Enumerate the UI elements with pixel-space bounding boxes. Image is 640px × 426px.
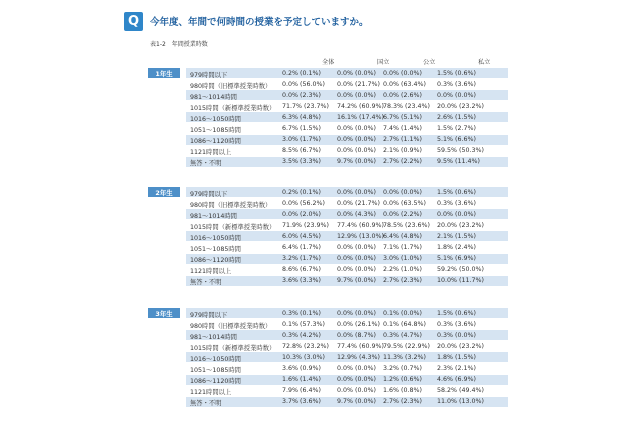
row-category: 980時間（旧標準授業時数） <box>190 322 272 330</box>
cell-value: 6.7% (5.1%) <box>383 113 422 121</box>
table-row <box>186 231 508 242</box>
cell-value: 78.5% (23.6%) <box>383 221 430 229</box>
column-header-all: 全体 <box>322 59 335 66</box>
cell-value: 20.0% (23.2%) <box>437 102 484 110</box>
table-row <box>186 198 508 209</box>
cell-value: 10.3% (3.0%) <box>282 353 325 361</box>
table-row <box>186 375 508 386</box>
table-row <box>186 308 508 319</box>
cell-value: 0.0% (0.0%) <box>337 125 376 132</box>
cell-value: 0.0% (0.0%) <box>337 365 376 372</box>
row-category: 981～1014時間 <box>190 333 237 341</box>
column-header-national: 国立 <box>377 59 390 66</box>
row-category: 1015時間（新標準授業時数） <box>190 223 276 231</box>
table-row <box>186 352 508 363</box>
cell-value: 0.0% (4.3%) <box>337 210 376 218</box>
cell-value: 0.0% (26.1%) <box>337 320 380 328</box>
cell-value: 0.0% (2.6%) <box>383 91 422 99</box>
cell-value: 0.1% (0.0%) <box>383 309 422 317</box>
table-caption: 表1-2 年間授業時数 <box>150 41 208 48</box>
cell-value: 8.6% (6.7%) <box>282 266 321 274</box>
cell-value: 1.8% (2.4%) <box>437 244 476 251</box>
row-category: 981～1014時間 <box>190 93 237 101</box>
cell-value: 4.6% (6.9%) <box>437 376 476 384</box>
cell-value: 0.0% (63.4%) <box>383 80 426 88</box>
cell-value: 71.9% (23.9%) <box>282 221 329 229</box>
cell-value: 0.0% (0.0%) <box>383 188 422 196</box>
cell-value: 59.5% (50.3%) <box>437 147 484 155</box>
question-badge: Q <box>124 12 143 31</box>
row-category: 無答・不明 <box>190 400 222 408</box>
cell-value: 2.7% (2.2%) <box>383 158 422 166</box>
table-row <box>186 330 508 341</box>
row-category: 981～1014時間 <box>190 212 237 220</box>
row-category: 1015時間（新標準授業時数） <box>190 104 276 112</box>
row-category: 1015時間（新標準授業時数） <box>190 344 276 352</box>
table-row <box>186 209 508 220</box>
row-category: 1086～1120時間 <box>190 138 241 146</box>
cell-value: 20.0% (23.2%) <box>437 342 484 350</box>
row-category: 1051～1085時間 <box>190 127 241 134</box>
table-row <box>186 101 508 112</box>
grade-label: 3年生 <box>148 308 180 318</box>
cell-value: 1.2% (0.6%) <box>383 376 422 384</box>
cell-value: 2.7% (2.3%) <box>383 398 422 406</box>
cell-value: 1.5% (0.6%) <box>437 188 476 196</box>
row-category: 1051～1085時間 <box>190 367 241 374</box>
table-row <box>186 243 508 254</box>
row-category: 1016～1050時間 <box>190 115 241 123</box>
row-category: 979時間以下 <box>190 311 228 319</box>
table-row <box>186 79 508 90</box>
cell-value: 0.1% (57.3%) <box>282 320 325 328</box>
cell-value: 0.0% (0.0%) <box>337 244 376 251</box>
cell-value: 9.7% (0.0%) <box>337 398 376 406</box>
table-row <box>186 386 508 397</box>
cell-value: 3.0% (1.7%) <box>282 136 321 144</box>
cell-value: 0.0% (56.2%) <box>282 199 325 207</box>
row-category: 無答・不明 <box>190 279 222 287</box>
cell-value: 0.3% (3.6%) <box>437 199 476 207</box>
cell-value: 0.3% (3.6%) <box>437 80 476 88</box>
cell-value: 0.0% (2.0%) <box>282 210 321 218</box>
cell-value: 74.2% (60.9%) <box>337 102 384 110</box>
row-category: 979時間以下 <box>190 71 228 79</box>
cell-value: 20.0% (23.2%) <box>437 221 484 229</box>
table-row <box>186 146 508 157</box>
cell-value: 16.1% (17.4%) <box>337 113 384 121</box>
row-category: 980時間（旧標準授業時数） <box>190 82 272 90</box>
cell-value: 3.0% (1.0%) <box>383 255 422 263</box>
cell-value: 0.3% (3.6%) <box>437 320 476 328</box>
cell-value: 0.0% (0.0%) <box>337 147 376 155</box>
table-row <box>186 90 508 101</box>
cell-value: 9.7% (0.0%) <box>337 158 376 166</box>
table-row <box>186 265 508 276</box>
cell-value: 8.5% (6.7%) <box>282 147 321 155</box>
row-category: 1016～1050時間 <box>190 234 241 242</box>
grade-label: 1年生 <box>148 68 180 78</box>
cell-value: 6.4% (1.7%) <box>282 244 321 251</box>
cell-value: 77.4% (60.9%) <box>337 221 384 229</box>
cell-value: 1.6% (1.4%) <box>282 376 321 384</box>
table-row <box>186 112 508 123</box>
cell-value: 3.7% (3.6%) <box>282 398 321 406</box>
cell-value: 72.8% (23.2%) <box>282 342 329 350</box>
table-row <box>186 276 508 287</box>
table-row <box>186 397 508 408</box>
cell-value: 1.5% (0.6%) <box>437 69 476 77</box>
cell-value: 6.3% (4.8%) <box>282 113 321 121</box>
column-header-public: 公立 <box>423 59 436 66</box>
row-category: 979時間以下 <box>190 190 228 198</box>
cell-value: 0.0% (0.0%) <box>337 387 376 395</box>
cell-value: 9.7% (0.0%) <box>337 277 376 285</box>
cell-value: 0.0% (0.0%) <box>337 136 376 144</box>
cell-value: 3.2% (1.7%) <box>282 255 321 263</box>
table-row <box>186 341 508 352</box>
cell-value: 0.0% (21.7%) <box>337 199 380 207</box>
row-category: 1121時間以上 <box>190 149 232 157</box>
cell-value: 3.5% (3.3%) <box>282 158 321 166</box>
cell-value: 0.0% (0.0%) <box>337 255 376 263</box>
table-row <box>186 254 508 265</box>
row-category: 1121時間以上 <box>190 389 232 397</box>
cell-value: 2.2% (1.0%) <box>383 266 422 274</box>
question-text: 今年度、年間で何時間の授業を予定していますか。 <box>150 17 369 28</box>
cell-value: 0.3% (0.0%) <box>437 331 476 339</box>
cell-value: 0.0% (2.2%) <box>383 210 422 218</box>
column-header-private: 私立 <box>478 59 491 66</box>
cell-value: 0.0% (0.0%) <box>337 69 376 77</box>
row-category: 1086～1120時間 <box>190 378 241 386</box>
cell-value: 78.3% (23.4%) <box>383 102 430 110</box>
table-row <box>186 68 508 79</box>
cell-value: 79.5% (22.9%) <box>383 342 430 350</box>
cell-value: 0.0% (0.0%) <box>383 69 422 77</box>
cell-value: 0.0% (0.0%) <box>337 376 376 384</box>
cell-value: 0.3% (4.7%) <box>383 331 422 339</box>
cell-value: 71.7% (23.7%) <box>282 102 329 110</box>
cell-value: 7.9% (6.4%) <box>282 387 321 395</box>
cell-value: 2.3% (2.1%) <box>437 365 476 372</box>
row-category: 1051～1085時間 <box>190 246 241 253</box>
cell-value: 0.0% (0.0%) <box>337 91 376 99</box>
table-row <box>186 135 508 146</box>
cell-value: 6.4% (4.8%) <box>383 232 422 240</box>
table-row <box>186 220 508 231</box>
cell-value: 1.6% (0.8%) <box>383 387 422 395</box>
cell-value: 2.6% (1.5%) <box>437 113 476 121</box>
cell-value: 0.0% (21.7%) <box>337 80 380 88</box>
cell-value: 3.2% (0.7%) <box>383 365 422 372</box>
cell-value: 9.5% (11.4%) <box>437 158 480 166</box>
cell-value: 11.0% (13.0%) <box>437 398 484 406</box>
cell-value: 1.5% (0.6%) <box>437 309 476 317</box>
cell-value: 1.8% (1.5%) <box>437 353 476 361</box>
cell-value: 58.2% (49.4%) <box>437 387 484 395</box>
cell-value: 0.0% (0.0%) <box>437 91 476 99</box>
cell-value: 77.4% (60.9%) <box>337 342 384 350</box>
cell-value: 5.1% (6.9%) <box>437 255 476 263</box>
cell-value: 5.1% (6.6%) <box>437 136 476 144</box>
cell-value: 6.0% (4.5%) <box>282 232 321 240</box>
cell-value: 2.1% (1.5%) <box>437 232 476 240</box>
cell-value: 2.1% (0.9%) <box>383 147 422 155</box>
cell-value: 0.1% (64.8%) <box>383 320 426 328</box>
row-category: 1086～1120時間 <box>190 257 241 265</box>
cell-value: 0.0% (2.3%) <box>282 91 321 99</box>
row-category: 1121時間以上 <box>190 268 232 276</box>
cell-value: 12.9% (13.0%) <box>337 232 384 240</box>
cell-value: 2.7% (2.3%) <box>383 277 422 285</box>
cell-value: 10.0% (11.7%) <box>437 277 484 285</box>
cell-value: 0.0% (0.0%) <box>337 309 376 317</box>
table-row <box>186 364 508 375</box>
cell-value: 12.9% (4.3%) <box>337 353 380 361</box>
cell-value: 3.6% (3.3%) <box>282 277 321 285</box>
cell-value: 0.0% (0.0%) <box>337 188 376 196</box>
cell-value: 2.7% (1.1%) <box>383 136 422 144</box>
table-row <box>186 157 508 168</box>
cell-value: 0.2% (0.1%) <box>282 188 321 196</box>
cell-value: 0.0% (63.5%) <box>383 199 426 207</box>
cell-value: 0.0% (56.0%) <box>282 80 325 88</box>
cell-value: 6.7% (1.5%) <box>282 125 321 132</box>
cell-value: 0.2% (0.1%) <box>282 69 321 77</box>
cell-value: 0.3% (4.2%) <box>282 331 321 339</box>
cell-value: 3.6% (0.9%) <box>282 365 321 372</box>
table-row <box>186 319 508 330</box>
row-category: 980時間（旧標準授業時数） <box>190 201 272 209</box>
cell-value: 0.0% (8.7%) <box>337 331 376 339</box>
cell-value: 59.2% (50.0%) <box>437 266 484 274</box>
grade-label: 2年生 <box>148 187 180 197</box>
cell-value: 0.3% (0.1%) <box>282 309 321 317</box>
cell-value: 1.5% (2.7%) <box>437 125 476 132</box>
cell-value: 11.3% (3.2%) <box>383 353 426 361</box>
cell-value: 0.0% (0.0%) <box>437 210 476 218</box>
row-category: 無答・不明 <box>190 160 222 168</box>
cell-value: 7.1% (1.7%) <box>383 244 422 251</box>
row-category: 1016～1050時間 <box>190 355 241 363</box>
table-row <box>186 124 508 135</box>
cell-value: 0.0% (0.0%) <box>337 266 376 274</box>
table-row <box>186 187 508 198</box>
cell-value: 7.4% (1.4%) <box>383 125 422 132</box>
